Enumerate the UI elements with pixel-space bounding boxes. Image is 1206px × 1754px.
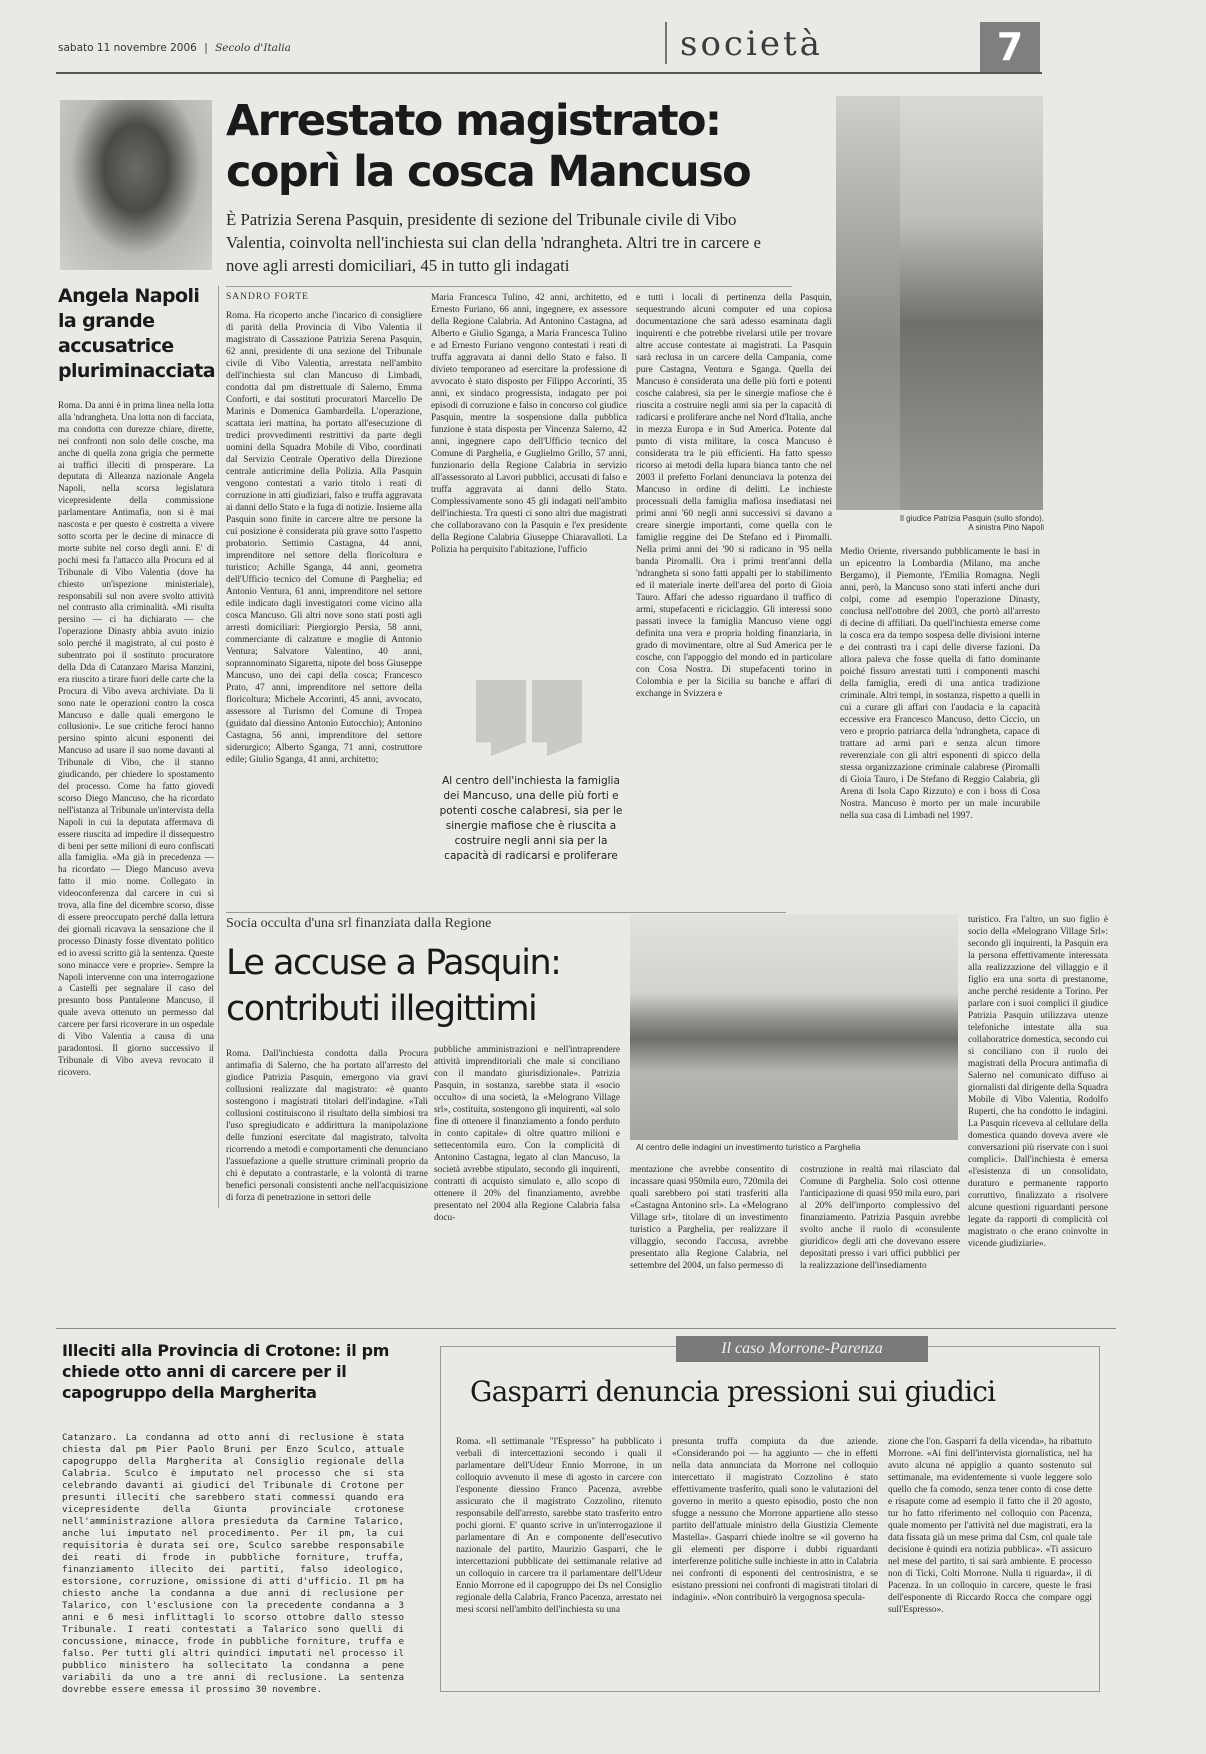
main-photo-caption: Il giudice Patrizia Pasquin (sullo sfondo). A sinistra Pino Napoli (899, 514, 1044, 532)
second-story-rule (226, 912, 786, 913)
second-column-5: turistico. Fra l'altro, un suo figlio è socio della «Melograno Village Srl»: secondo gli inquirenti, la Pasquin era la persona effettivamente interessata alla realizzazione del villaggio e il figlio era una sorta di prestanome, anche perché residente a Torino. Per parlare con i suoi complici il giudice Patrizia Pasquin utilizzava utenze telefoniche intestate alla sua collaboratrice domestica, secondo cui si conciliano con il ruolo dei magistrati della Procura antimafia di Salerno nel comunicato diffuso ai giornalisti dal dirigente della Squadra Mobile di Vibo Valentia, Rodolfo Ruperti, che ha condotto le indagini. La Pasquin riceveva al cellulare della domestica quando doveva avere «le conversazioni più riservate con i suoi complici». Dall'inchiesta è emersa «l'esistenza di un consolidato, duraturo e permanente rapporto corruttivo, finalizzato a risolvere alcune questioni riguardanti persone legate da rapporti di complicità col magistrato o che erano coinvolte in vicende giudiziarie». (968, 915, 1108, 1249)
gasparri-kicker: Il caso Morrone-Parenza (676, 1336, 928, 1362)
page-number: 7 (980, 22, 1040, 72)
section-title: società (680, 24, 823, 64)
pull-quote-mark-left (476, 680, 526, 756)
second-column-3: mentazione che avrebbe consentito di incassare quasi 950mila euro, 720mila dei quali sarebbero poi stati trasferiti alla «Castagna Antonino srl». La «Melograno Village srl», titolare di un investimento turistico a Parghelia, per realizzare il villaggio, secondo l'accusa, avrebbe presentato alla Regione Calabria, nel settembre del 2004, un falso permesso di (630, 1165, 788, 1271)
date-line: sabato 11 novembre 2006 (58, 42, 197, 54)
byline: SANDRO FORTE (226, 292, 309, 302)
bottom-section-rule (56, 1328, 1116, 1329)
main-subhead: È Patrizia Serena Pasquin, presidente di sezione del Tribunale civile di Vibo Valentia, coinvolta nell'inchiesta sui clan della 'ndrangheta. Altri tre in carcere e nove agli arresti domiciliari, 45 in tutto gli indagati (226, 210, 761, 275)
second-column-1: Roma. Dall'inchiesta condotta dalla Procura antimafia di Salerno, che ha portato all'arresto del giudice Patrizia Pasquin, emergono via gravi collusioni realizzate dal magistrato: «è quanto sostengono i magistrati titolari dell'indagine. «Tali collusioni costituiscono il risultato della simbiosi tra l'uso spregiudicato e addirittura la manipolazione delle funzioni esercitate dal magistrato, talvolta ricorrendo a metodi e comportamenti che denunciano l'assuefazione a quelle strutture criminali proprio da chi è deputato a contrastarle, e la volontà di trarne benefici personali consistenti anche nell'acquisizione di forza di penetrazione in settori delle (226, 1049, 428, 1203)
gasparri-column-2: presunta truffa compiuta da due aziende. «Considerando poi — ha aggiunto — che in effetti nella data annunciata da Morrone nel colloquio intercettato il magistrato Cozzolino è stato effettivamente trasferito, quali sono le valutazioni del governo in merito a questo episodio, posto che non sfugge a nessuno che Morrone appartiene allo stesso partito dell'attuale ministro della Giustizia Clemente Mastella». Gasparri chiede inoltre se «il governo ha gli elementi per disporre i dubbi riguardanti interferenze politiche sulle inchieste in atto in Calabria nei confronti di esponenti del centrosinistra, e se esistano pressioni nei confronti di magistrati titolari di indagini». «Non contribuirò la vergognosa specula- (672, 1437, 878, 1603)
header-divider (665, 22, 667, 64)
gasparri-column-1: Roma. «Il settimanale "l'Espresso" ha pubblicato i verbali di intercettazioni secondo i quali il parlamentare dell'Udeur Ennio Morrone, in un colloquio avvenuto il mese di agosto in carcere con l'esponente diessino Franco Pacenza, avrebbe assicurato che il magistrato Cozzolino, ritenuto responsabile dell'arresto, sarebbe stato trasferito entro pochi giorni. E' quanto scrive in un'interrogazione il parlamentare di An e componente dell'esecutivo nazionale del partito, Maurizio Gasparri, che le intercettazioni pubblicate dei settimanale relative ad un colloquio in carcere tra il parlamentare dell'Udeur Ennio Morrone ed il capogruppo dei Ds nel Consiglio regionale della Calabria, Franco Pacenza, arrestato nei mesi scorsi nell'ambito dell'inchiesta su una (456, 1437, 662, 1615)
sidebar-divider (218, 286, 219, 1208)
pull-quote-mark-right (532, 680, 582, 756)
main-photo-left (836, 96, 900, 510)
second-photo (630, 914, 958, 1140)
main-column-4: Medio Oriente, riversando pubblicamente le basi in un epicentro la Lombardia (Milano, ma anche Bergamo), il Piemonte, l'Emilia Romagna. Negli anni, però, la Mancuso sono stati inferti anche duri colpi, come ad esempio l'operazione Dinasty, conclusa nell'ottobre del 2003, che portò all'arresto di decine di affiliati. Da quell'inchiesta emerse come la cosca era da tempo sospesa delle divisioni interne e dei contrasti tra i capi delle diverse fazioni. Da allora paleva che fosse quella di fatto dominante poiché fissuro arrestati tutti i componenti maschi della famiglia, eredi di una antica tradizione criminale. Altri tempi, in sostanza, rispetto a quelli in cui a curare gli affari con l'audacia e la capacità eccessive era Francesco Mancuso, detto Ciccio, un vero e proprio patriarca della 'ndrangheta, capace di trattare ad armi pari e senza alcun timore reverenziale con gli altri esponenti di spicco della stessa organizzazione criminale calabrese (Piromalli di Gioia Tauro, i De Stefano di Reggio Calabria, gli Arena di Isola Capo Rizzuto) e con i boss di Cosa Nostra. Mancuso è morto per un male incurabile nella sua casa di Limbadi nel 1997. (840, 547, 1040, 821)
header-dateline: sabato 11 novembre 2006 | Secolo d'Italia (58, 42, 291, 54)
gasparri-headline: Gasparri denuncia pressioni sui giudici (470, 1375, 996, 1408)
main-column-2: Maria Francesca Tulino, 42 anni, architetto, ed Ernesto Furiano, 66 anni, ingegnere, ex assessore della Regione Calabria. Ad Antonino Castagna, ad Alberto e Giulio Sganga, a Maria Francesca Tulino e ad Ernesto Furiano vengono contestati i reati di truffa aggravata ai danni dello Stato e falso. Il divieto temporaneo ad esercitare la professione di avvocato è stato disposto per Filippo Accorinti, 35 anni, ex sindaco progressista, indagato per poi episodi di corruzione e falso in concorso col giudice Pasquin, mentre la sospensione dalla pubblica funzione è stata disposta per Vincenza Salerno, 42 anni, ingegnere capo dell'Ufficio tecnico del Comune di Parghelia, e Guglielmo Grillo, 57 anni, funzionario della Regione Calabria in servizio all'assessorato al Lavori pubblici, accusati di falso e truffa aggravata ai danni dello Stato. Complessivamente sono 45 gli indagati nell'ambito dell'inchiesta. Tra questi ci sono altri due magistrati che collaboravano con la Pasquin e l'ex presidente della Regione Calabria Giuseppe Chiaravalloti. La Polizia ha perquisito l'abitazione, l'ufficio (431, 293, 627, 555)
header-rule (56, 72, 1042, 74)
crotone-body: Catanzaro. La condanna ad otto anni di reclusione è stata chiesta dal pm Pier Paolo Bruni per Enzo Sculco, attuale capogruppo della Margherita al Consiglio regionale della Calabria. Sculco è imputato nel processo che si sta celebrando davanti ai giudici del Tribunale di Crotone per presunti illeciti che sarebbero stati commessi quando era vicepresidente della Giunta provinciale crotonese nell'amministrazione allora presieduta da Carmine Talarico, anche lui imputato nel procedimento. Per il pm, la cui requisitoria è durata sei ore, Sculco sarebbe responsabile dei reati di frode in pubbliche forniture, truffa, finanziamento illecito dei partiti, falso ideologico, estorsione, corruzione, omissione di atti d'ufficio. Il pm ha chiesto anche la condanna a due anni di reclusione per Talarico, con l'esclusione con la precedente condanna a 3 anni e 6 mesi inflittagli lo scorso ottobre dallo stesso Tribunale. I reati contestati a Talarico sono quelli di concussione, minacce, frode in pubbliche forniture, truffa e falso. Per tutti gli altri quindici imputati nel processo il pubblico ministero ha sollecitato la condanna a pene variabili da uno a tre anni di reclusione. La sentenza dovrebbe essere emessa il prossimo 30 novembre. (62, 1432, 404, 1695)
main-column-1: Roma. Ha ricoperto anche l'incarico di consigliere di parità della Provincia di Vibo Valentia il magistrato di Cassazione Patrizia Serena Pasquin, 62 anni, presidente di una sezione del Tribunale civile di Vibo Valentia, arrestata nell'ambito dell'inchiesta sul clan Mancuso di Limbadi, condotta dal pm distrettuale di Salerno, Emma Conforti, e dai sostituti procuratori Marcello De Marinis e Domenica Gambardella. L'operazione, scattata ieri mattina, ha portato all'esecuzione di tredici provvedimenti restrittivi da parte degli uomini della Squadra Mobile di Vibo, coordinati dal Servizio Centrale Operativo della Direzione centrale anticrimine della Polizia. Alla Pasquin vengono contestati a vario titolo i reati di corruzione in atti giudiziari, falso e truffa aggravata ai danni dello Stato e la fuga di notizie. Insieme alla Pasquin sono finite in carcere altre tre persone la cui posizione è considerata più grave sotto l'aspetto probatorio. Settimio Castagna, 44 anni, imprenditore nel settore della floricoltura e turistico; Achille Sganga, 44 anni, geometra dell'Ufficio tecnico del Comune di Parghelia; ed Antonio Ventura, 61 anni, imprenditore nel settore edile indicato dagli investigatori come vicino alla cosca Mancuso. Gli altri nove sono stati posti agli arresti domiciliari: Piergiorgio Persia, 58 anni, commerciante di calzature e moglie di Antonio Ventura; Salvatore Valentino, 40 anni, soprannominato Sigaretta, nipote del boss Giuseppe Mancuso, uno dei capi della cosca; Francesco Prato, 47 anni, imprenditore nel settore della floricoltura; Michele Accorinti, 45 anni, avvocato, assessore al Turismo del Comune di Tropea (guidato dal diessino Antonio Eutocchio); Antonino Castagna, 56 anni, imprenditore del settore siderurgico; Alberto Sganga, 71 anni, costruttore edile; Giulio Sganga, 41 anni, architetto; (226, 311, 422, 765)
sidebar-headline: Angela Napoli la grande accusatrice pluriminacciata (58, 285, 215, 382)
second-kicker: Socia occulta d'una srl finanziata dalla Regione (226, 916, 492, 931)
second-column-2: pubbliche amministrazioni e nell'intraprendere attività imprenditoriali che male si conciliano con il mandato giurisdizionale». Patrizia Pasquin, in sostanza, sarebbe stata il «socio occulto» di una società, la «Melograno Village srl», costituita, sostengono gli inquirenti, «al solo fine di ottenere il finanziamento a fondo perduto in conto capitale» di oltre quattro milioni e settecentomila euro. Con la complicità di Antonino Castagna, legato al clan Mancuso, la società avrebbe stipulato, secondo gli inquirenti, contratti di acquisto simulato e, allo scopo di ottenere il 20% del finanziamento, avrebbe presentato nel 2004 alla Regione Calabria falsa docu- (434, 1045, 620, 1223)
main-headline: Arrestato magistrato: coprì la cosca Mancuso (226, 96, 751, 197)
gasparri-column-3: zione che l'on. Gasparri fa della vicenda», ha ribattuto Morrone. «Ai fini dell'intervista giornalistica, nel ha avuto alcuna né appiglio a quanto sostenuto sul settimanale, ma evidentemente si vuole leggere solo quello che fa comodo, senza tener conto di cose dette e risapute come ad esempio il fatto che il 20 agosto, tur ho fatto riferimento nel colloquio con Pacenza, quale momento per l'attività nel due magistrati, era la data fissata già un mese prima dal Csm, col quale tale decisione è quindi era notizia pubblica». «Ti assicuro nel mese del partito, ti sai sarà ambiente. E processo non di Ticki, Colti Morrone. Nulla ti riguarda», il di Pacenza. In un colloquio in carcere, queste le frasi dell'esponente di Riccardo Rocca che compare oggi sull'Espresso». (888, 1437, 1092, 1615)
sidebar-body: Roma. Da anni è in prima linea nella lotta alla 'ndrangheta. Una lotta non di facciata, ma condotta con durezze chiare, dirette, nei confronti non solo delle cosche, ma anche di quella zona grigia che permette ai traffici illeciti di prosperare. La deputata di Alleanza nazionale Angela Napoli, nella scorsa legislatura vicepresidente della commissione parlamentare Antimafia, non si è mai nascosta e per questo è costretta a vivere sotto scorta per le decine di minacce di morte subite nel corso degli anni. E' di pochi mesi fa l'attacco alla Procura ed al Tribunale di Vibo Valentia (dove ha chiesto un'ispezione ministeriale), responsabili sul non avere svolto attività nel contrasto alla criminalità. «Mi risulta persino — ci ha dichiarato — che l'operazione Dinasty abbia avuto inizio solo perché il magistrato, al cui posto è subentrato poi il sostituto procuratore della Dda di Catanzaro Marisa Manzini, era riuscito a tirare fuori delle carte che la Procura di Vibo aveva archiviate. Da lì sono nate le operazioni contro la cosca Mancuso e dalle quali emergono le collusioni». Le sue critiche feroci hanno persino spinto alcuni esponenti dei Mancuso ad usare il suo nome davanti al Tribunale di Vibo, che il stanno giudicando, per chiedere lo spostamento del processo. Come ha fatto giovedì scorso Diego Mancuso, che ha ricordato nell'istanza al Tribunale un'intervista della Napoli in cui la deputata affermava di essere riuscita ad impedire il dissequestro di beni per sette milioni di euro confiscati alla famiglia. «Ma già in precedenza — ha ricordato — Diego Mancuso aveva fatto il mio nome. Collegato in videoconferenza dal carcere in cui si trova, alla fine del dicembre scorso, disse di essere preoccupato perché dalla lettura dei giornali ricavava la sensazione che il processo Dinasty fosse diventato politico ed io avessi scritto già la sentenza. Queste sono minacce vere e proprie». Sempre la Napoli intervenne con una interrogazione a Castelli per segnalare il caso del presunto boss Pantaleone Mancuso, il quale aveva ottenuto un permesso dal carcere per farsi ricoverare in un ospedale di Vibo Valentia a causa di una paradontosi. Il giorno successivo il Tribunale di Vibo aveva revocato il ricovero. (58, 400, 214, 1077)
crotone-headline: Illeciti alla Provincia di Crotone: il pm chiede otto anni di carcere per il capogruppo della Margherita (62, 1341, 390, 1402)
second-photo-caption: Al centro delle indagini un investimento turistico a Parghelia (636, 1142, 861, 1152)
main-photo (897, 96, 1043, 510)
second-column-4: costruzione in realtà mai rilasciato dal Comune di Parghelia. Solo così ottenne l'anticipazione di quasi 950 mila euro, pari al 20% dell'importo complessivo del finanziamento. Patrizia Pasquin avrebbe svolto anche il ruolo di «consulente giuridico» degli atti che dovevano essere depositati presso i vari uffici pubblici per la realizzazione dell'insediamento (800, 1165, 960, 1271)
second-headline: Le accuse a Pasquin: contributi illegittimi (226, 943, 561, 1029)
pull-quote: Al centro dell'inchiesta la famiglia dei Mancuso, una delle più forti e potenti cosche calabresi, sia per le sinergie mafiose che è riuscita a costruire negli anni sia per la capacità di radicarsi e proliferare (439, 775, 623, 862)
main-column-3: e tutti i locali di pertinenza della Pasquin, sequestrando alcuni computer ed una copiosa documentazione che sarà adesso esaminata dagli inquirenti e che potrebbe rivelarsi utile per trovare altre accuse contestate ai magistrati. La Pasquin sarà reclusa in un carcere della Campania, come pure Castagna, Ventura e Sganga. Quella dei Mancuso è considerata una delle più forti e potenti cosche calabresi, sia per le sinergie mafiose che è riuscita a costruire negli anni sia per la capacità di radicarsi e proliferare anche nel Nord d'Italia, anche in mezza Europa e in Sud America. Potente dal punto di vista militare, la cosca Mancuso è considerata tra le più efficienti. Ha fatto spesso ricorso ai metodi della lupara bianca tanto che nel 2003 il prefetto Forlani denunciava la potenza dei Mancuso in ordine di delitti. Le inchieste processuali della famiglia mafiosa insediatasi nei primi anni '60 negli anni successivi si davano a creare sinergie importanti, come quella con le famiglie reggine dei De Stefano ed i Piromalli. Nella primi anni dei '90 si radicano in '95 nella banda Piromalli. Ora i primi trent'anni della 'ndrangheta si sono fatti appalti per lo stabilimento ed il materiale inerte dell'area del porto di Gioia Tauro. Affari che adesso riguardano il traffico di armi, stupefacenti e riciclaggio. Gli interessi sono passati invece la famiglia Mancuso viene oggi definita una vera e propria holding finanziaria, in grado di movimentare, oltre al Sud America per le cosche, con l'appoggio del mondo ed in particolare con Cosa Nostra. Di stupefacenti torino in Colombia e per la Sicilia su banche e affari di exchange in Svizzera e (636, 293, 832, 699)
paper-name: Secolo d'Italia (215, 42, 291, 54)
subhead-rule (226, 286, 792, 287)
angela-napoli-photo (60, 100, 212, 270)
